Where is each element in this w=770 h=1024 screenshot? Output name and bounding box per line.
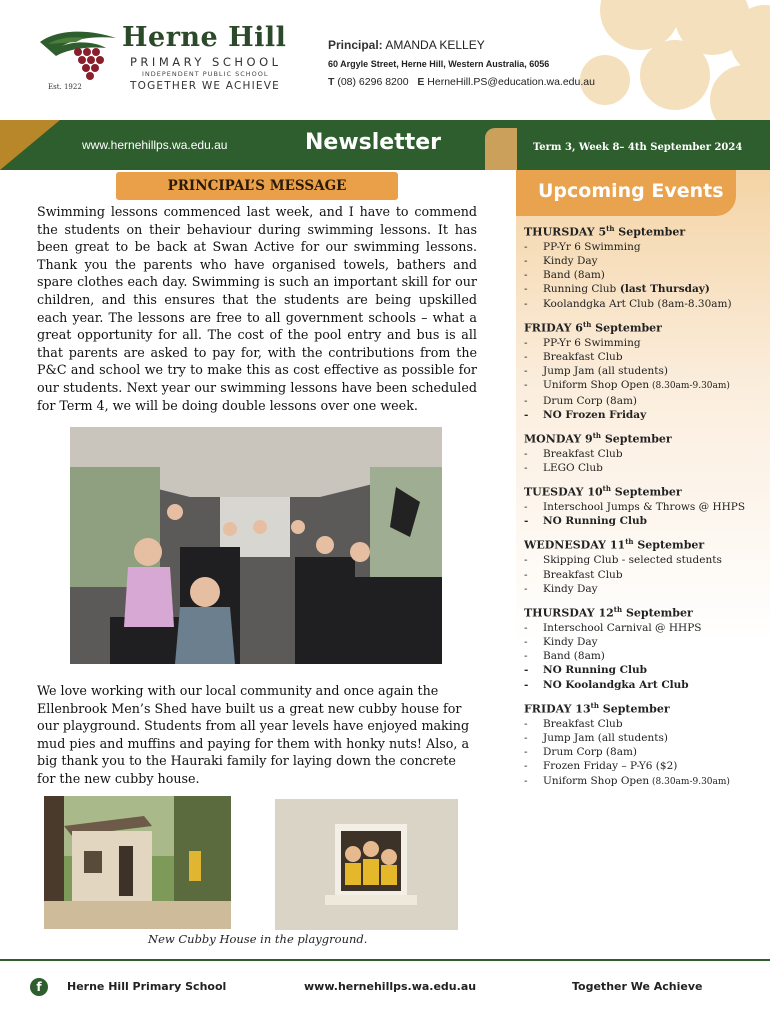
event-item: - Breakfast Club (524, 717, 764, 731)
established-year: Est. 1922 (48, 83, 82, 91)
events-header (516, 170, 736, 216)
event-day-heading: THURSDAY 12th September (524, 604, 693, 620)
event-item: - Kindy Day (524, 635, 764, 649)
school-address: 60 Argyle Street, Herne Hill, Western Australia, 6056 (328, 59, 550, 69)
event-item: - Jump Jam (all students) (524, 364, 764, 378)
event-item: - Drum Corp (8am) (524, 394, 764, 408)
cubby-house-photo (44, 796, 231, 929)
header-decoration (580, 0, 770, 120)
event-item: - Uniform Shop Open (8.30am-9.30am) (524, 378, 764, 393)
school-logo-icon (36, 24, 120, 86)
event-item: - Skipping Club - selected students (524, 553, 764, 567)
principal-message-heading (116, 172, 398, 200)
event-day-heading: TUESDAY 10th September (524, 484, 682, 499)
events-list (524, 222, 764, 789)
event-item: - Koolandgka Art Club (8am-8.30am) (524, 297, 764, 311)
event-item: - PP-Yr 6 Swimming (524, 336, 764, 350)
banner-fold (0, 120, 60, 170)
principal-name: AMANDA KELLEY (385, 38, 485, 52)
event-item: - NO Running Club (524, 514, 764, 528)
photo-caption: New Cubby House in the playground. (148, 932, 368, 946)
event-day (524, 429, 764, 475)
event-day (524, 603, 764, 692)
event-day-heading: MONDAY 9th September (524, 430, 672, 446)
term-date: Term 3, Week 8– 4th September 2024 (533, 142, 743, 153)
principal-message-title: PRINCIPAL’S MESSAGE (167, 178, 347, 194)
event-day (524, 482, 764, 528)
event-item: - Interschool Carnival @ HHPS (524, 621, 764, 635)
school-name: Herne Hill (122, 22, 287, 53)
newsletter-title: Newsletter (305, 130, 442, 155)
footer-divider (0, 959, 770, 961)
event-item: - Band (8am) (524, 649, 764, 663)
event-item: - NO Frozen Friday (524, 408, 764, 422)
event-item: - Drum Corp (8am) (524, 745, 764, 759)
footer-motto: Together We Achieve (572, 980, 703, 993)
contact-line (328, 76, 595, 88)
event-day-heading: FRIDAY 13th September (524, 700, 670, 716)
event-item: - Kindy Day (524, 254, 764, 268)
event-day (524, 699, 764, 789)
footer-school-name: Herne Hill Primary School (67, 980, 227, 993)
event-day-heading: THURSDAY 5th September (524, 224, 686, 239)
email-address[interactable]: HerneHill.PS@education.wa.edu.au (427, 76, 595, 88)
events-title: Upcoming Events (538, 180, 724, 202)
phone-label: T (328, 76, 335, 88)
principal-line (328, 38, 485, 52)
facebook-icon[interactable]: f (30, 978, 48, 996)
event-item: - Breakfast Club (524, 350, 764, 364)
banner-accent (485, 128, 517, 170)
event-day-heading: WEDNESDAY 11th September (524, 537, 705, 553)
school-subtitle: PRIMARY SCHOOL (130, 55, 282, 69)
event-day (524, 318, 764, 422)
event-item: - NO Running Club (524, 663, 764, 677)
message-paragraph-2: We love working with our local community and once again the Ellenbrook Men’s Shed have built us a great new cubby house for our playground. Students from all year levels have enjoyed making mud pies and muffins and paying for them with honky nuts! Also, a big thank you to the Hauraki family for laying down the concrete for the new cubby house. (37, 683, 470, 786)
swimming-bus-photo (70, 427, 442, 664)
phone-number: (08) 6296 8200 (337, 76, 409, 88)
cubby-window-photo (275, 799, 458, 930)
message-paragraph-1: Swimming lessons commenced last week, and I have to commend the students on their behaviour during swimming lessons. It has been great to be back at Swan Active for our swimming lessons. Thank you the parents who have organised towels, bathers and spare clothes each day. Swimming is such an important skill for our children, and this ensures that the students are being upskilled each year. The lessons are free to all government schools – what a great opportunity for all. The cost of the pool entry and bus is all that parents are asked to pay for, with the contributions from the P&C and school we try to make this as cost effective as possible for our students. Next year our swimming lessons have been scheduled for Term 4, we will be doing double lessons over one week. (37, 204, 477, 413)
event-item: - Frozen Friday – P-Y6 ($2) (524, 759, 764, 773)
event-day-heading: FRIDAY 6th September (524, 319, 662, 335)
event-item: - Kindy Day (524, 582, 764, 596)
event-item: - Running Club (last Thursday) (524, 282, 764, 296)
banner-website-link[interactable]: www.hernehillps.wa.edu.au (82, 138, 228, 152)
event-day (524, 535, 764, 595)
school-motto: TOGETHER WE ACHIEVE (130, 80, 280, 92)
email-label: E (417, 76, 425, 88)
event-item: - Uniform Shop Open (8.30am-9.30am) (524, 774, 764, 789)
event-item: - PP-Yr 6 Swimming (524, 240, 764, 254)
event-day (524, 222, 764, 311)
footer-website-link[interactable]: www.hernehillps.wa.edu.au (304, 980, 477, 993)
event-item: - Breakfast Club (524, 447, 764, 461)
principal-label: Principal: (328, 38, 383, 52)
event-item: - NO Koolandgka Art Club (524, 678, 764, 692)
school-type: INDEPENDENT PUBLIC SCHOOL (142, 70, 269, 78)
event-item: - LEGO Club (524, 461, 764, 475)
event-item: - Breakfast Club (524, 568, 764, 582)
event-item: - Jump Jam (all students) (524, 731, 764, 745)
event-item: - Interschool Jumps & Throws @ HHPS (524, 500, 764, 514)
event-item: - Band (8am) (524, 268, 764, 282)
